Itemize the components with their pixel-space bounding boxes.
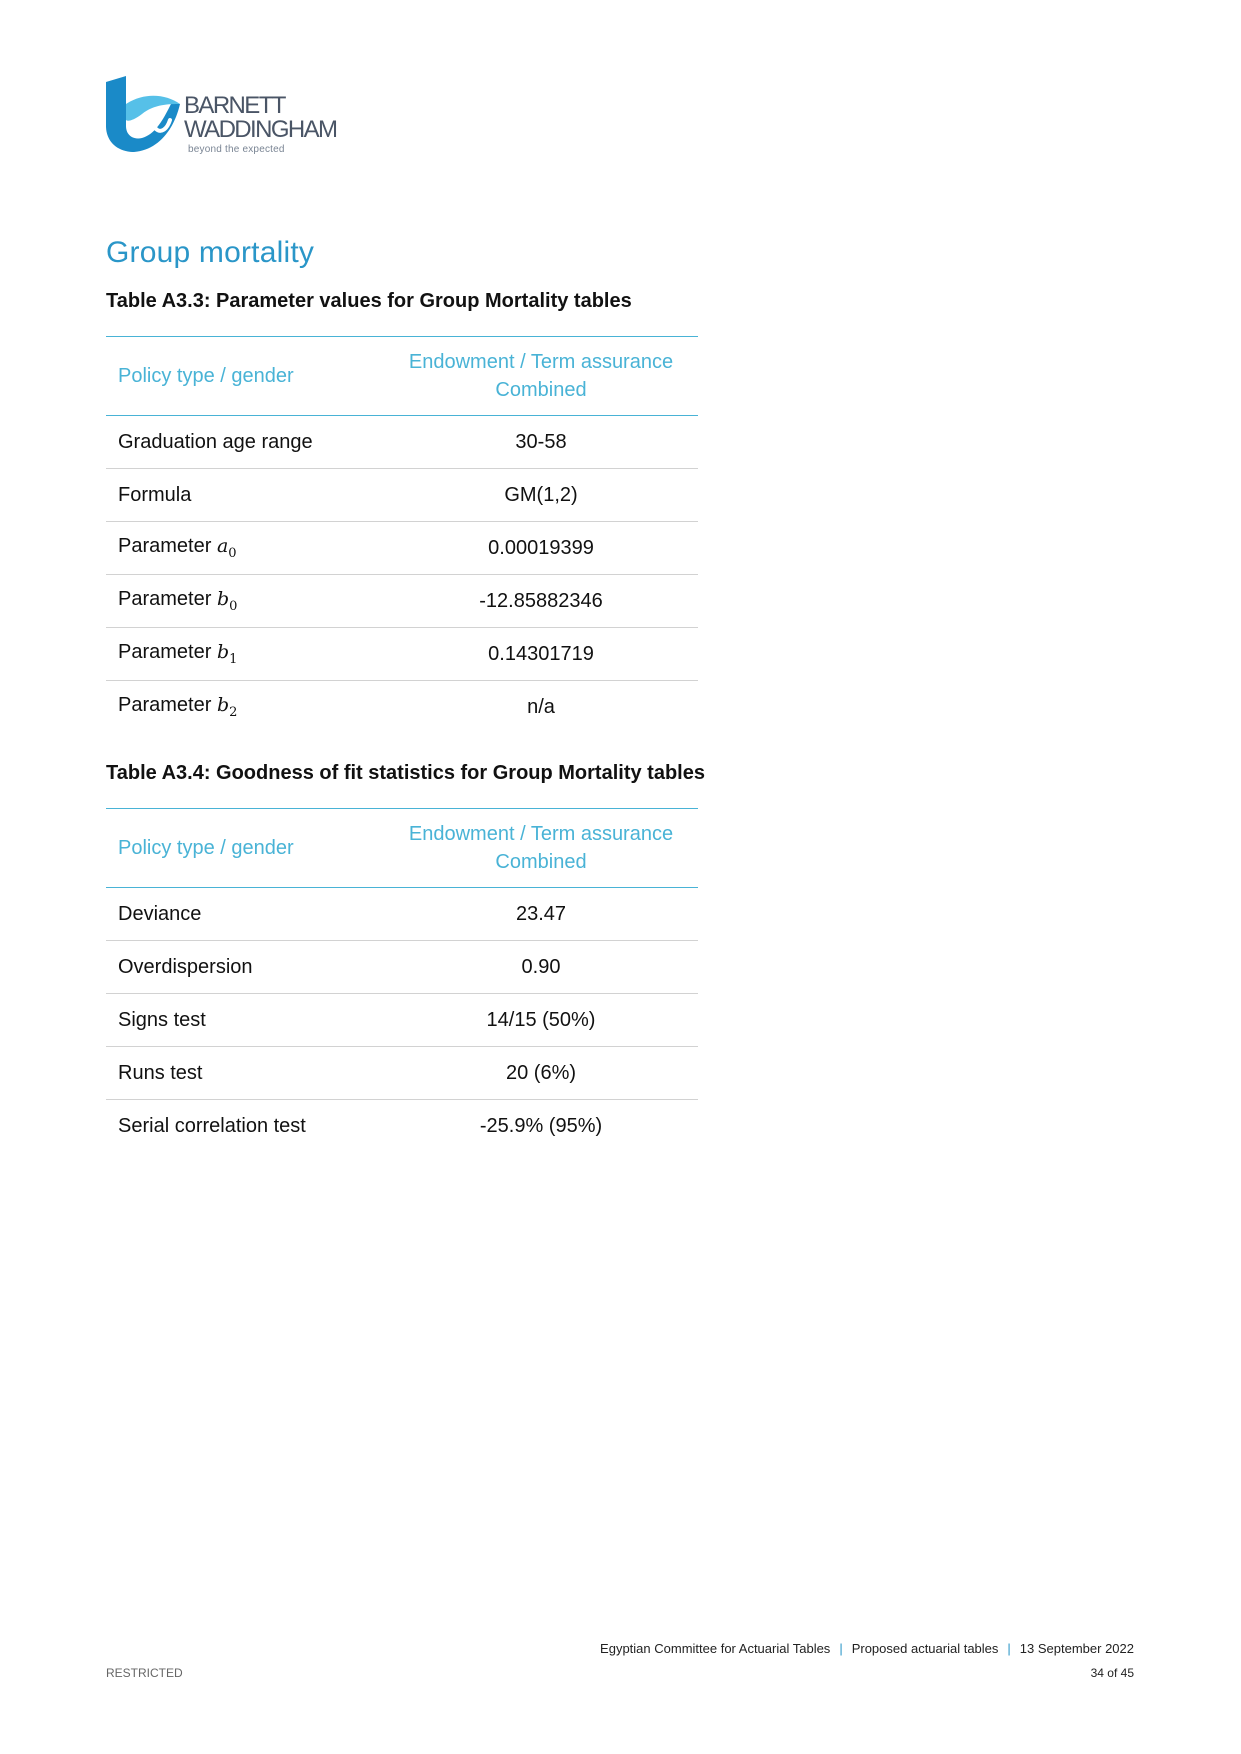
table-row bbox=[106, 416, 698, 469]
param-symbol bbox=[216, 588, 238, 614]
table-row bbox=[106, 469, 698, 522]
row-label: Runs test bbox=[106, 1047, 384, 1100]
table-header-row bbox=[106, 337, 698, 416]
footer-org: Egyptian Committee for Actuarial Tables bbox=[600, 1641, 831, 1656]
symbol-letter: b bbox=[216, 588, 230, 611]
table-a3-4-caption: Table A3.4: Goodness of fit statistics for Group Mortality tables bbox=[106, 762, 705, 784]
header-policy-type: Policy type / gender bbox=[106, 337, 384, 416]
param-word: Parameter bbox=[118, 694, 212, 717]
row-value: -25.9% (95%) bbox=[479, 1114, 603, 1137]
table-row bbox=[106, 1047, 698, 1100]
row-label: Serial correlation test bbox=[118, 1114, 306, 1137]
header-line-2: Combined bbox=[495, 379, 587, 401]
param-symbol bbox=[216, 535, 237, 561]
symbol-subscript: 2 bbox=[229, 704, 238, 720]
footer-date: 13 September 2022 bbox=[1019, 1641, 1134, 1656]
row-value: -12.85882346 bbox=[384, 575, 698, 628]
table-a3-3-caption: Table A3.3: Parameter values for Group Mortality tables bbox=[106, 290, 632, 312]
row-value: 23.47 bbox=[384, 888, 698, 941]
symbol-subscript: 0 bbox=[229, 598, 238, 614]
param-word: Parameter bbox=[118, 535, 212, 558]
footer-separator: | bbox=[839, 1641, 843, 1656]
row-value: 20 (6%) bbox=[384, 1047, 698, 1100]
header-endowment-term bbox=[384, 337, 698, 416]
table-row bbox=[106, 888, 698, 941]
param-word: Parameter bbox=[118, 641, 212, 664]
page-number: 34 of 45 bbox=[1090, 1666, 1134, 1680]
footer-doc-title: Proposed actuarial tables bbox=[851, 1641, 999, 1656]
header-line-1: Endowment / Term assurance bbox=[408, 351, 674, 373]
brand-name-line1: BARNETT bbox=[184, 92, 285, 119]
symbol-subscript: 1 bbox=[229, 651, 238, 667]
brand-logo bbox=[104, 74, 364, 154]
row-label: Deviance bbox=[106, 888, 384, 941]
symbol-subscript: 0 bbox=[228, 545, 237, 561]
row-label bbox=[106, 681, 384, 734]
table-row bbox=[106, 941, 698, 994]
row-value: 0.90 bbox=[384, 941, 698, 994]
barnett-waddingham-logo-icon bbox=[104, 74, 184, 154]
row-label bbox=[106, 628, 384, 681]
row-label: Signs test bbox=[106, 994, 384, 1047]
row-value: 0.00019399 bbox=[384, 522, 698, 575]
table-row bbox=[106, 628, 698, 681]
row-value: 30-58 bbox=[384, 416, 698, 469]
symbol-letter: b bbox=[216, 694, 230, 717]
row-value: n/a bbox=[527, 695, 555, 718]
row-label: Graduation age range bbox=[106, 416, 384, 469]
table-header-row bbox=[106, 809, 698, 888]
row-label: Formula bbox=[106, 469, 384, 522]
table-row bbox=[106, 522, 698, 575]
param-symbol bbox=[216, 641, 238, 667]
row-label bbox=[106, 575, 384, 628]
brand-wordmark bbox=[184, 94, 336, 155]
symbol-letter: b bbox=[216, 641, 230, 664]
brand-tagline: beyond the expected bbox=[188, 144, 285, 155]
param-word: Parameter bbox=[118, 588, 212, 611]
header-policy-type: Policy type / gender bbox=[106, 809, 384, 888]
table-row bbox=[106, 575, 698, 628]
footer-separator: | bbox=[1007, 1641, 1011, 1656]
header-line-2: Combined bbox=[495, 851, 587, 873]
footer-document-info bbox=[600, 1641, 1134, 1656]
row-label bbox=[106, 522, 384, 575]
table-row bbox=[106, 1100, 698, 1153]
row-label: Overdispersion bbox=[106, 941, 384, 994]
table-row bbox=[106, 681, 698, 734]
section-title: Group mortality bbox=[106, 236, 315, 269]
classification-label: RESTRICTED bbox=[106, 1666, 183, 1680]
header-line-1: Endowment / Term assurance bbox=[408, 823, 674, 845]
brand-name-line2: WADDINGHAM bbox=[184, 116, 337, 143]
goodness-of-fit-table bbox=[106, 808, 698, 1152]
parameter-values-table bbox=[106, 336, 698, 733]
symbol-letter: a bbox=[216, 535, 229, 558]
row-value: 0.14301719 bbox=[384, 628, 698, 681]
header-endowment-term bbox=[384, 809, 698, 888]
param-symbol bbox=[216, 694, 238, 720]
row-value: 14/15 (50%) bbox=[384, 994, 698, 1047]
table-row bbox=[106, 994, 698, 1047]
row-value: GM(1,2) bbox=[384, 469, 698, 522]
